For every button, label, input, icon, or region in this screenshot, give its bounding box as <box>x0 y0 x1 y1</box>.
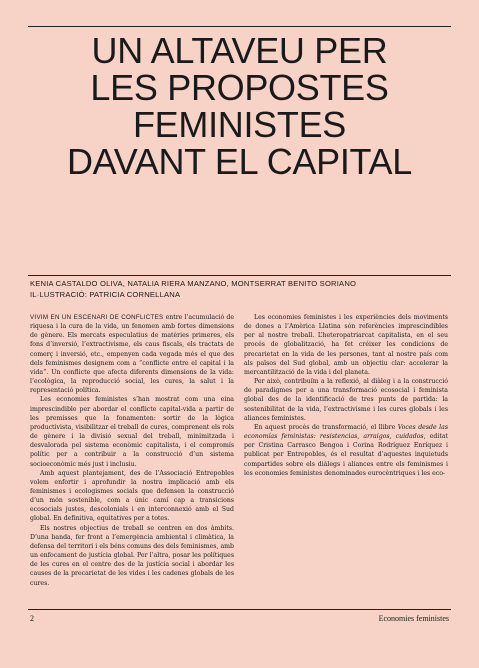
paragraph-text: En aquest procés de transformació, el llibre <box>254 423 398 431</box>
paragraph: Amb aquest plantejament, des de l’Associació Entrepobles volem enfortir i aprofundir la nostra implicació amb els feminismes i ecologismes socials que defensen la construcció d’un món sostenible, com a únic camí cap a transicions ecosocials justes, descolonials i en interconnexió amb el Sud global. En definitiva, equitatives per a totes. <box>30 469 234 523</box>
paragraph: Les economies feministes s’han mostrat com una eina imprescindible per abordar el conflicte capital-vida a partir de les premisses que la fonamenten: sortir de la lògica productivista, visibilitzar el treball de cures, comprenent els rols de gènere i la divisió sexual del treball, minimitzada i desvalorada pel sistema econòmic capitalista, i el compromís polític per a contribuir a la construcció d’un sistema socioeconòmic més just i inclusiu. <box>30 396 234 468</box>
title-line: FEMINISTES <box>132 104 347 145</box>
page-number: 2 <box>30 614 34 623</box>
book-title: Voces desde las economías feministas: resistencias, arraigos, cuidados <box>244 423 449 441</box>
article-column-left <box>30 313 234 588</box>
paragraph-text: , editat per Cristina Carrasco Bengoa i Corina Rodríguez Enríquez i publicat per Entrepobles, és el resultat d’aquestes inquietuds compartides sobre els diàlegs i aliances entre els feminismes i les economies feministes denominades eurocèntriques i les eco- <box>244 433 448 477</box>
top-rule <box>28 26 451 27</box>
page-footer <box>30 614 449 623</box>
paragraph: Els nostres objectius de treball se centren en dos àmbits. D’una banda, fer front a l’emergència ambiental i climàtica, la defensa del territori i els béns comuns des dels feminismes, amb un enfocament de justícia global. Per l’altra, posar les polítiques de les cures en el centre des de la justícia social i abordar les causes de la precarietat de les vides i les cadenes globals de les cures. <box>30 524 234 587</box>
authors: KENIA CASTALDO OLIVA, NATALIA RIERA MANZANO, MONTSERRAT BENITO SORIANO <box>30 279 357 288</box>
article-column-right <box>244 313 448 478</box>
paragraph: Les economies feministes i les experiències dels moviments de dones a l’Amèrica Llatina són referències imprescindibles per al nostre treball. L’heteropatriarcat capitalista, en el seu procés de globalització, ha fet créixer les condicions de precarietat en la vida de les persones, tant al nostre país com als països del Sud global, amb un objectiu clar: accelerar la mercantilització de la vida i del planeta. <box>244 314 448 376</box>
illustration-credit: IL·LUSTRACIÓ: PATRICIA CORNELLANA <box>30 290 181 299</box>
title-line: UN ALTAVEU PER <box>91 30 388 71</box>
paragraph: Per això, contribuïm a la reflexió, al diàleg i a la construcció de paradigmes per a una transformació ecosocial i feminista global des de la identificació de tres punts de partida: la sostenibilitat de la vida, l’extractivisme i les cures globals i les aliances feministes. <box>244 378 448 422</box>
paragraph-text: entre l’acumulació de riquesa i la cura de la vida, un fenomen amb fortes dimensions de gènere. Els mercats especulatius de matèries primeres, els fons d’inversió, l’extractivisme, els caus fiscals, els tractats de comerç i inversió, etc., empenyen cada vegada més el que des dels feminismes designem com a “conflicte entre el capital i la vida”. Un conflicte que afecta diferents dimensions de la vida: l’ecològica, la reproducció social, les cures, la salut i la representació política. <box>30 314 234 395</box>
paragraph <box>30 313 234 395</box>
lead-in: VIVIM EN UN ESCENARI DE CONFLICTES <box>30 314 164 321</box>
section-name: Economies feministes <box>378 614 449 623</box>
title-line: DAVANT EL CAPITAL <box>66 141 412 182</box>
byline-rule <box>28 275 451 276</box>
byline <box>30 278 451 300</box>
title-line: LES PROPOSTES <box>90 67 389 108</box>
article-title <box>28 32 451 180</box>
footer-rule <box>28 609 451 610</box>
paragraph <box>244 423 448 478</box>
